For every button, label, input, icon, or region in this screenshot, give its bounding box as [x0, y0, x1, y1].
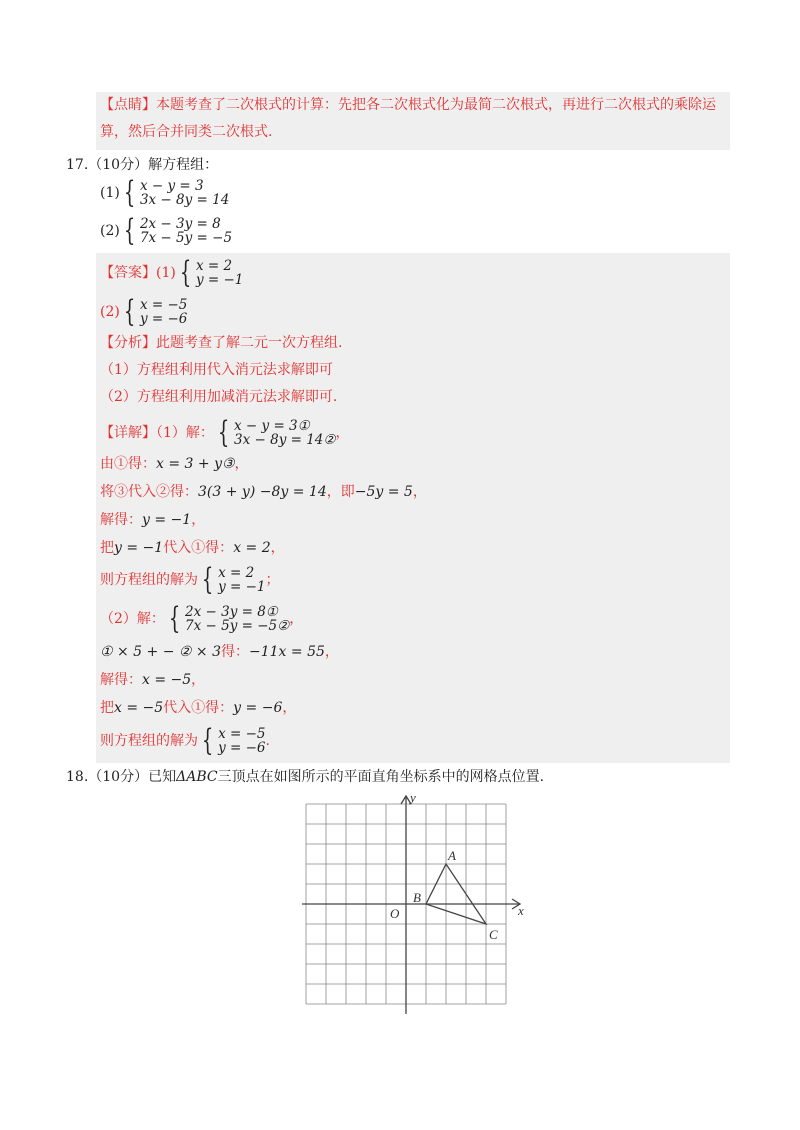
y-axis — [401, 796, 411, 1014]
brace-icon: { — [179, 255, 192, 290]
detail-l1-text: 由①得： — [100, 456, 156, 472]
detail-l4-text2: 代入①得： — [163, 540, 234, 556]
detail-l5-end: ； — [265, 572, 280, 588]
point-b-label: B — [413, 890, 421, 905]
detail-line-7 — [100, 671, 205, 689]
q18-triangle: ΔABC — [176, 769, 218, 785]
detail-l3-text: 解得： — [100, 512, 142, 528]
detail-tag: 【详解】 — [100, 425, 156, 441]
detail-l6-text: 得： — [221, 644, 249, 660]
detail-line-1 — [100, 455, 249, 473]
detail-l5-eq1: x = 2 — [218, 565, 255, 581]
detail-s1-prefix: （1）解： — [156, 425, 214, 441]
brace-icon: { — [201, 723, 214, 758]
detail-line-2 — [100, 483, 427, 501]
q17-part1 — [100, 175, 230, 210]
answer-a2-eq1: x = −5 — [139, 297, 188, 313]
detail-l7-end: ， — [191, 672, 206, 688]
detail-line-9 — [100, 723, 270, 758]
detail-line-4 — [100, 539, 285, 557]
detail-s2-suffix: ， — [289, 611, 304, 627]
detail-l6-math2: −11x = 55 — [249, 644, 325, 660]
detail-l4-math2: x = 2 — [233, 540, 271, 556]
q17-p2-eq2: 7x − 5y = −5 — [139, 230, 233, 246]
detail-l8-math2: y = −6 — [233, 700, 283, 716]
triangle-abc — [426, 864, 486, 924]
analysis-tag: 【分析】 — [100, 335, 156, 351]
analysis-text: 此题考查了解二元一次方程组. — [156, 335, 343, 351]
dianjing-line-2 — [100, 123, 272, 141]
detail-l3-end: ， — [191, 512, 206, 528]
answer-line-2 — [100, 294, 188, 329]
detail-l4-end: ， — [270, 540, 285, 556]
detail-l2-mid: ，即 — [326, 484, 355, 500]
detail-s1-eq2: 3x − 8y = 14② — [234, 432, 336, 448]
detail-s2-eq1: 2x − 3y = 8① — [185, 604, 278, 620]
answer-a1-eq1: x = 2 — [195, 258, 233, 274]
x-axis-label: x — [518, 903, 524, 918]
detail-l2-math2: −5y = 5 — [354, 484, 413, 500]
q17-p2-eq1: 2x − 3y = 8 — [139, 216, 221, 232]
brace-icon: { — [123, 175, 136, 210]
brace-icon: { — [168, 601, 181, 636]
detail-line-8 — [100, 699, 296, 717]
detail-l2-math: 3(3 + y) −8y = 14 — [198, 484, 327, 500]
detail-l8-text1: 把 — [100, 700, 114, 716]
dianjing-line-1 — [100, 96, 716, 114]
detail-l5-eq2: y = −1 — [218, 579, 266, 595]
x-axis — [302, 899, 520, 909]
brace-icon: { — [217, 415, 230, 450]
dianjing-text-2: 算，然后合并同类二次根式. — [100, 124, 273, 140]
answer-a1-label: (1) — [156, 265, 176, 281]
detail-s1-suffix: ， — [335, 425, 350, 441]
dianjing-tag: 【点睛】 — [100, 97, 156, 113]
analysis-item-2: （2）方程组利用加减消元法求解即可. — [100, 389, 338, 405]
brace-icon: { — [123, 294, 136, 329]
detail-s2-prefix: （2）解： — [100, 611, 165, 627]
detail-step1-header — [100, 415, 350, 450]
detail-line-6 — [100, 643, 339, 661]
dianjing-text-1: 本题考查了二次根式的计算：先把各二次根式化为最简二次根式，再进行二次根式的乘除运 — [156, 97, 716, 113]
detail-l6-end: ， — [324, 644, 339, 660]
q17-p1-eq2: 3x − 8y = 14 — [139, 192, 230, 208]
detail-l1-end: ， — [234, 456, 249, 472]
detail-l2-end: ， — [412, 484, 427, 500]
q18-suffix: 三顶点在如图所示的平面直角坐标系中的网格点位置. — [217, 769, 545, 785]
q17-p1-label: (1) — [100, 185, 120, 201]
detail-l5-text: 则方程组的解为 — [100, 572, 198, 588]
detail-l7-text: 解得： — [100, 672, 142, 688]
detail-step2-header — [100, 601, 304, 636]
y-axis-label: y — [410, 792, 416, 805]
answer-a2-label: (2) — [100, 304, 120, 320]
point-c-label: C — [489, 927, 498, 942]
detail-s2-eq2: 7x − 5y = −5② — [185, 618, 290, 634]
detail-l8-math1: x = −5 — [114, 700, 164, 716]
answer-a1-eq2: y = −1 — [195, 272, 244, 288]
detail-l9-end: . — [265, 733, 270, 749]
detail-l3-math: y = −1 — [142, 512, 192, 528]
q18-prefix: 18.（10分）已知 — [66, 769, 177, 785]
analysis-line — [100, 334, 342, 352]
q17-header: 17.（10分）解方程组： — [66, 157, 219, 173]
detail-l4-math1: y = −1 — [114, 540, 164, 556]
detail-l8-text2: 代入①得： — [163, 700, 234, 716]
detail-l9-text: 则方程组的解为 — [100, 733, 198, 749]
answer-line-1 — [100, 255, 244, 290]
detail-line-5 — [100, 562, 280, 597]
detail-line-3 — [100, 511, 205, 529]
q17-p2-label: (2) — [100, 223, 120, 239]
brace-icon: { — [123, 213, 136, 248]
brace-icon: { — [201, 562, 214, 597]
q17-part2 — [100, 213, 233, 248]
detail-l9-eq1: x = −5 — [218, 726, 266, 742]
origin-label: O — [390, 906, 400, 921]
detail-l2-text: 将③代入②得： — [100, 484, 198, 500]
answer-a2-eq2: y = −6 — [139, 311, 188, 327]
coordinate-grid-figure — [292, 792, 532, 1022]
q18-header — [66, 768, 544, 786]
detail-l9-eq2: y = −6 — [218, 740, 266, 756]
detail-l4-text1: 把 — [100, 540, 114, 556]
analysis-item-1: （1）方程组利用代入消元法求解即可 — [100, 362, 333, 378]
detail-s1-eq1: x − y = 3① — [234, 418, 310, 434]
detail-l6-math: ① × 5 + − ② × 3 — [100, 644, 221, 660]
detail-l8-end: ， — [282, 700, 297, 716]
detail-l7-math: x = −5 — [142, 672, 192, 688]
q17-p1-eq1: x − y = 3 — [139, 178, 204, 194]
answer-tag: 【答案】 — [100, 265, 156, 281]
detail-l1-math: x = 3 + y③ — [156, 456, 235, 472]
point-a-label: A — [448, 848, 456, 863]
